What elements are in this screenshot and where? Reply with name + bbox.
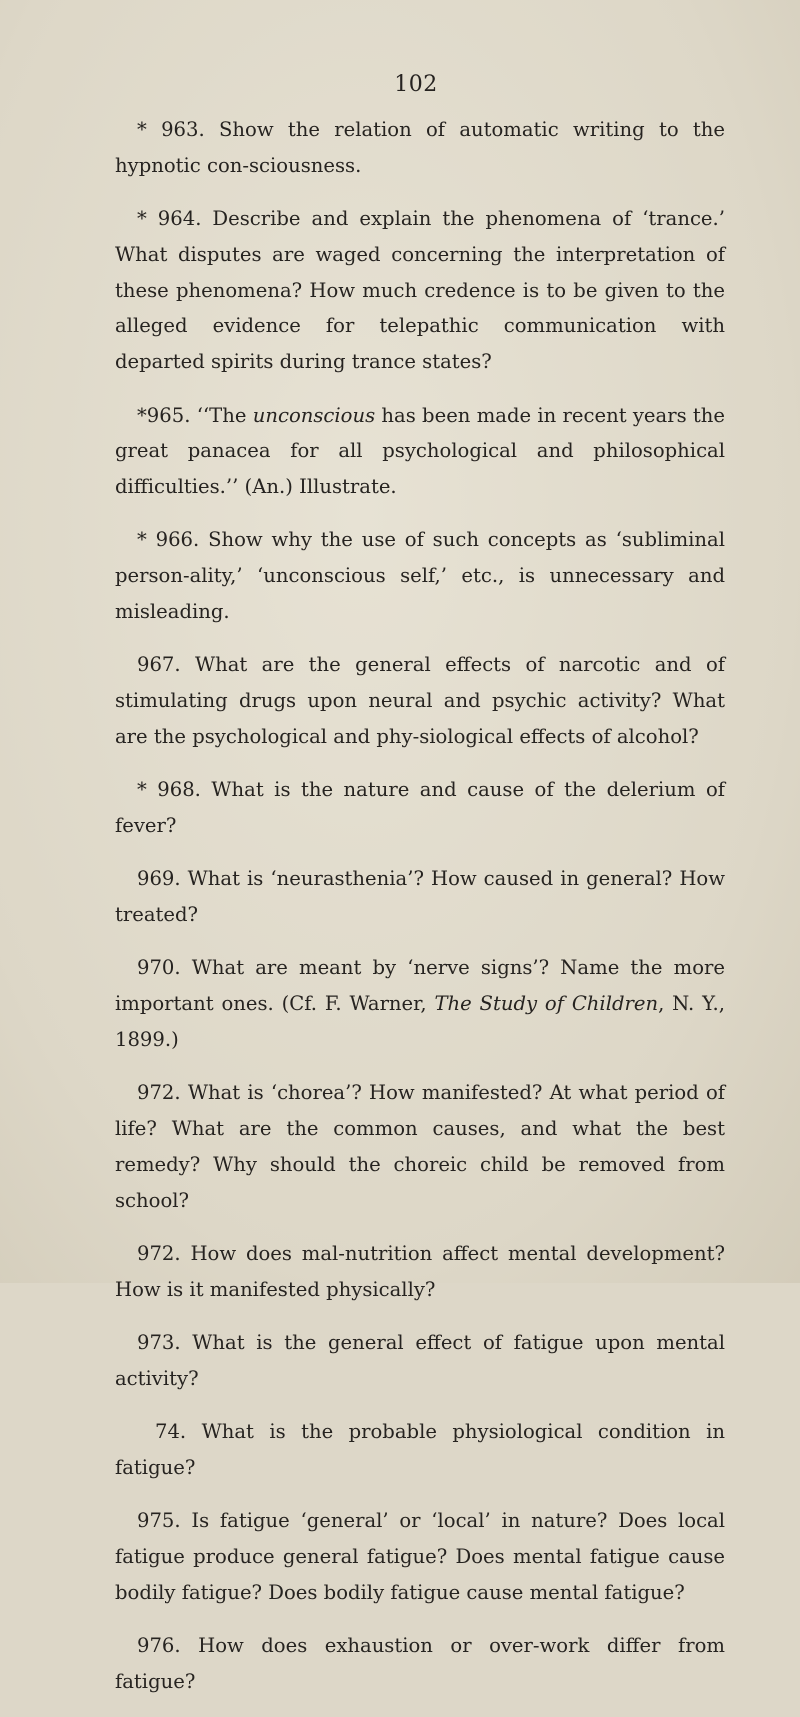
question-text-continued: has been made in recent years the great panacea for all psychological and philosophical difficulties.’’ (An.) Illustrate. xyxy=(115,403,725,499)
question-text: 973. What is the general effect of fatigue upon mental activity? xyxy=(115,1331,725,1390)
question-text: 976. How does exhaustion or over-work differ from fatigue? xyxy=(115,1634,725,1693)
question-text: 969. What is ‘neurasthenia’? How caused in general? How treated? xyxy=(115,867,725,927)
question-967 xyxy=(115,647,725,754)
question-966 xyxy=(115,522,725,629)
question-text: * 966. Show why the use of such concepts as ‘subliminal person-ality,’ ‘unconscious self,’ etc., is unnecessary and misleading. xyxy=(115,528,725,624)
question-970 xyxy=(115,950,725,1057)
question-972-chorea xyxy=(115,1075,725,1218)
question-text: 972. How does mal-nutrition affect mental development? How is it manifested physically? xyxy=(115,1242,725,1301)
question-964 xyxy=(115,201,725,380)
question-text: 972. What is ‘chorea’? How manifested? At what period of life? What are the common causes, and what the best remedy? Why should the choreic child be removed from school? xyxy=(115,1081,725,1212)
question-text: 74. What is the probable physiological condition in fatigue? xyxy=(115,1420,725,1479)
cited-book-title: The Study of Children xyxy=(434,992,659,1016)
question-973 xyxy=(115,1325,725,1397)
page-number: 102 xyxy=(394,72,438,97)
question-text: *965. ‘‘The xyxy=(137,403,253,427)
question-976 xyxy=(115,1628,725,1700)
question-972-malnutrition xyxy=(115,1236,725,1308)
question-text-continued: , N. Y., 1899.) xyxy=(115,992,725,1052)
question-965 xyxy=(115,398,725,505)
question-text: * 964. Describe and explain the phenomena of ‘trance.’ What disputes are waged concerning the interpretation of these phenomena? How much credence is to be given to the alleged evidence for telepathic communication with departed spirits during trance states? xyxy=(115,207,725,374)
question-text: 975. Is fatigue ‘general’ or ‘local’ in nature? Does local fatigue produce general fatigue? Does mental fatigue cause bodily fatigue? Does bodily fatigue cause mental fatigue? xyxy=(115,1509,725,1604)
question-list xyxy=(115,112,725,1717)
question-968 xyxy=(115,772,725,844)
question-text: 970. What are meant by ‘nerve signs’? Name the more important ones. (Cf. F. Warner, xyxy=(115,956,725,1016)
question-969 xyxy=(115,861,725,933)
question-text: * 968. What is the nature and cause of the delerium of fever? xyxy=(115,778,725,838)
question-text: 967. What are the general effects of narcotic and of stimulating drugs upon neural and psychic activity? What are the psychological and phy-siological effects of alcohol? xyxy=(115,653,725,748)
question-963 xyxy=(115,112,725,184)
question-text: * 963. Show the relation of automatic writing to the hypnotic con-sciousness. xyxy=(115,118,725,177)
question-975 xyxy=(115,1503,725,1610)
question-italic-term: unconscious xyxy=(252,403,376,427)
question-974 xyxy=(115,1414,725,1486)
